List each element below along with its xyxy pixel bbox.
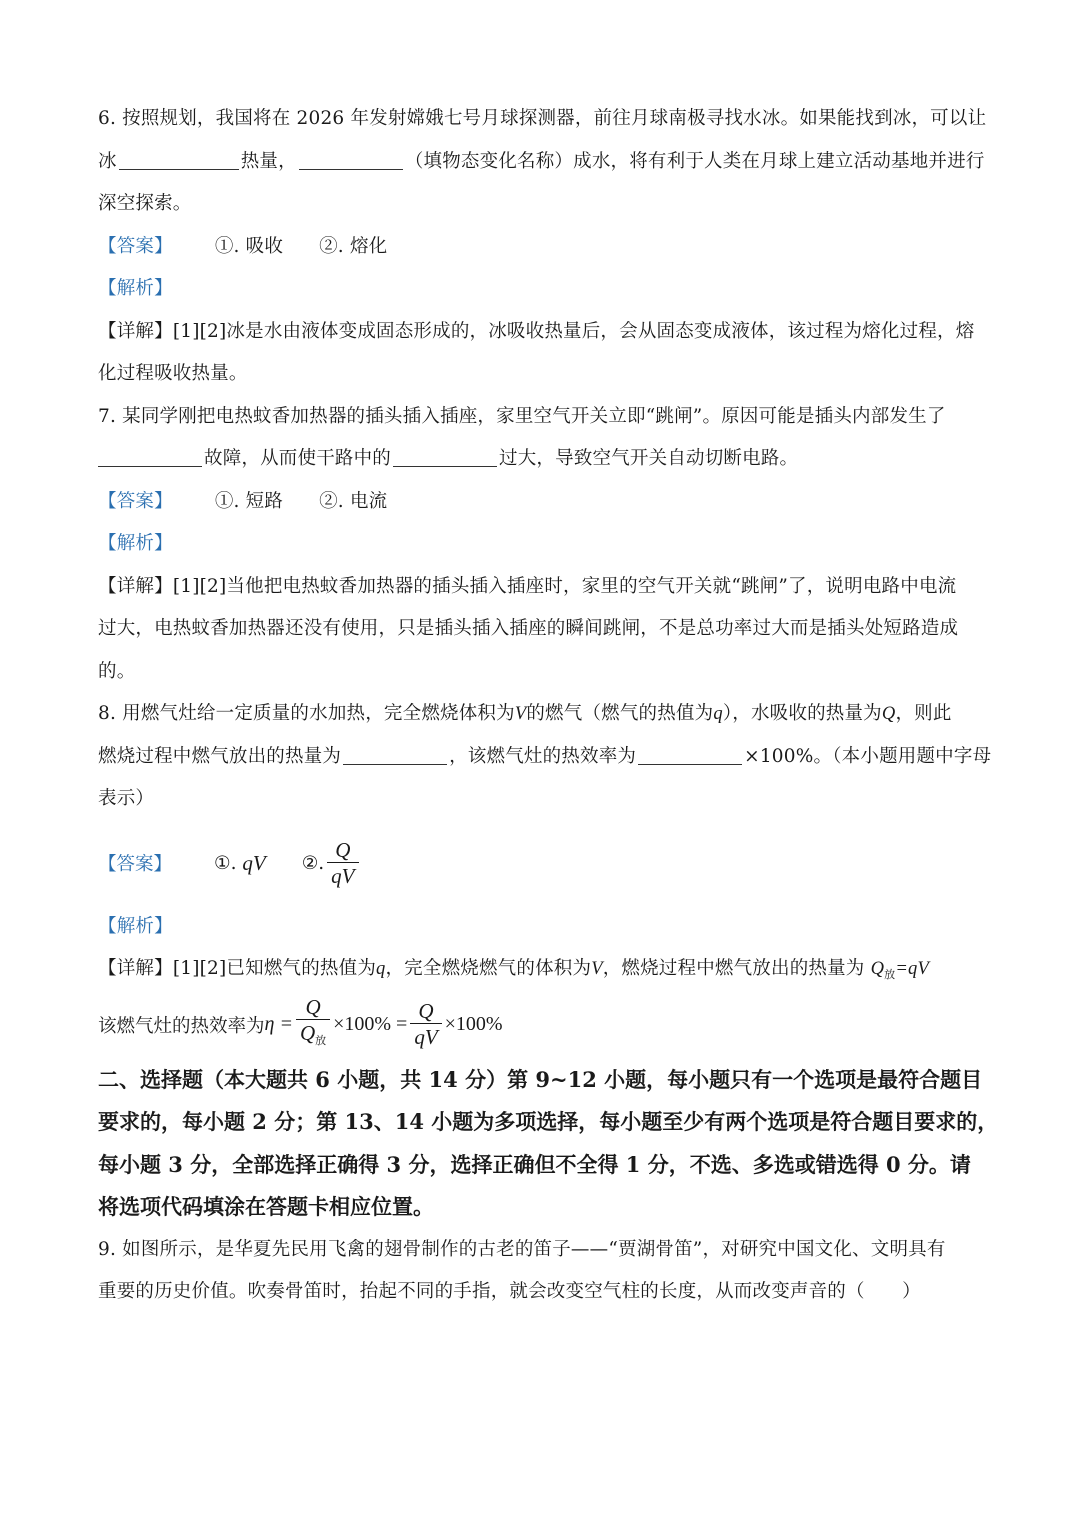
q8-detail-line1 bbox=[98, 948, 982, 991]
q6-detail-text: [1][2]冰是水由液体变成固态形成的，冰吸收热量后，会从固态变成液体，该过程为熔化过程，熔 bbox=[172, 320, 975, 342]
q8-answer-2-fraction bbox=[327, 838, 358, 889]
q8-text: 的燃气（燃气的热值为 bbox=[526, 703, 714, 724]
q7-detail-text: [1][2]当他把电热蚊香加热器的插头插入插座时，家里的空气开关就“跳闸”了，说明电路中电流 bbox=[172, 575, 957, 597]
q8-efficiency-label: 该燃气灶的热效率为 bbox=[98, 1015, 265, 1037]
q9-stem-line1: 9. 如图所示，是华夏先民用飞禽的翅骨制作的古老的笛子——“贾湖骨笛”，对研究中国文化、文明具有 bbox=[98, 1238, 946, 1260]
q8-answer-1-math: qV bbox=[242, 850, 266, 875]
q7-detail-line1 bbox=[98, 566, 982, 609]
answer-tag: 【答案】 bbox=[98, 235, 173, 257]
q8-detail-text: ，燃烧过程中燃气放出的热量为 bbox=[602, 958, 865, 979]
fraction-denominator: qV bbox=[414, 1025, 438, 1049]
q7-stem-line1: 7. 某同学刚把电热蚊香加热器的插头插入插座，家里空气开关立即“跳闸”。原因可能是插头内部发生了 bbox=[98, 405, 946, 427]
q6-stem-line3: 深空探索。 bbox=[98, 193, 192, 214]
q6-answer bbox=[98, 226, 982, 269]
q8-text: 燃烧过程中燃气放出的热量为 bbox=[98, 745, 342, 767]
section2-heading-line1: 二、选择题（本大题共 6 小题，共 14 分）第 9~12 小题，每小题只有一个选项是最符合题目 bbox=[98, 1066, 983, 1092]
q8-text: ×100%。（本小题用题中字母 bbox=[744, 745, 992, 767]
analysis-tag: 【解析】 bbox=[98, 533, 173, 554]
q7-answer-1: ①. 短路 bbox=[214, 490, 284, 512]
q8-detail-text: ，完全燃烧燃气的体积为 bbox=[385, 958, 592, 979]
q8-var-q: q bbox=[376, 959, 386, 979]
q6-text: （填物态变化名称）成水，将有利于人类在月球上建立活动基地并进行 bbox=[404, 150, 985, 172]
fraction-numerator: Q bbox=[418, 999, 434, 1023]
q9-stem-line2: 重要的历史价值。吹奏骨笛时，抬起不同的手指，就会改变空气柱的长度，从而改变声音的（ ） bbox=[98, 1281, 921, 1302]
q8-answer-2-label: ②. bbox=[301, 852, 325, 874]
q8-text: ，则此 bbox=[895, 703, 952, 724]
q6-answer-2: ②. 熔化 bbox=[319, 235, 388, 257]
answer-tag: 【答案】 bbox=[98, 854, 173, 875]
q7-stem-line2 bbox=[98, 438, 982, 481]
fraction-denominator bbox=[296, 1020, 330, 1054]
q6-text: 冰 bbox=[98, 150, 117, 172]
q6-detail-line2: 化过程吸收热量。 bbox=[98, 363, 248, 384]
detail-tag: 【详解】 bbox=[98, 320, 173, 342]
q8-var-Q: Q bbox=[881, 704, 896, 724]
answer-tag: 【答案】 bbox=[98, 490, 173, 512]
q6-stem-line2 bbox=[98, 141, 985, 184]
fraction-denominator-var: Q bbox=[299, 1021, 316, 1045]
q7-detail-line2: 过大，电热蚊香加热器还没有使用，只是插头插入插座的瞬间跳闸，不是总功率过大而是插头处短路造成 bbox=[98, 618, 959, 639]
q7-answer bbox=[98, 481, 982, 524]
q8-var-V: V bbox=[514, 704, 527, 724]
q8-var-q: q bbox=[713, 704, 723, 724]
q6-blank-1 bbox=[119, 151, 239, 170]
fraction-numerator: Q bbox=[335, 837, 351, 862]
q8-text: ），水吸收的热量为 bbox=[722, 703, 882, 724]
q8-text: 8. 用燃气灶给一定质量的水加热，完全燃烧体积为 bbox=[98, 703, 515, 724]
detail-tag: 【详解】 bbox=[98, 958, 173, 979]
q7-blank-2 bbox=[393, 448, 497, 467]
q8-answer-1-label: ①. bbox=[214, 852, 237, 874]
q8-detail-equation: =qV bbox=[895, 959, 930, 979]
section2-heading-line3: 每小题 3 分，全部选择正确得 3 分，选择正确但不全得 1 分，不选、多选或错选得 0 分。请 bbox=[98, 1151, 971, 1177]
q6-stem-line1: 6. 按照规划，我国将在 2026 年发射嫦娥七号月球探测器，前往月球南极寻找水冰。如果能找到冰，可以让 bbox=[98, 108, 987, 129]
q7-text: 故障，从而使干路中的 bbox=[204, 448, 392, 469]
q7-text: 过大，导致空气开关自动切断电路。 bbox=[499, 448, 799, 469]
fraction-numerator: Q bbox=[305, 995, 321, 1019]
q6-text: 热量， bbox=[240, 150, 297, 172]
detail-tag: 【详解】 bbox=[98, 575, 173, 597]
q6-detail-line1 bbox=[98, 311, 982, 354]
q8-eta: η = bbox=[264, 1013, 293, 1035]
document-page bbox=[98, 98, 999, 1314]
q8-efficiency-fraction-1 bbox=[296, 995, 330, 1054]
q8-answer bbox=[98, 821, 982, 906]
q8-stem-line2 bbox=[98, 736, 992, 779]
q8-detail-text: [1][2]已知燃气的热值为 bbox=[172, 958, 377, 979]
q8-efficiency-equation bbox=[98, 991, 982, 1059]
q8-blank-2 bbox=[638, 746, 742, 765]
section2-heading-line4: 将选项代码填涂在答题卡相应位置。 bbox=[98, 1194, 434, 1219]
q6-blank-2 bbox=[299, 151, 403, 170]
q6-answer-1: ①. 吸收 bbox=[214, 235, 284, 257]
fraction-denominator: qV bbox=[331, 863, 355, 888]
q8-efficiency-end: ×100% bbox=[444, 1013, 503, 1035]
q8-var-V: V bbox=[591, 959, 603, 979]
analysis-tag: 【解析】 bbox=[98, 915, 173, 937]
q8-var-Q: Q bbox=[870, 959, 885, 979]
q7-answer-2: ②. 电流 bbox=[319, 490, 388, 512]
q8-efficiency-fraction-2 bbox=[410, 999, 441, 1050]
q8-stem-line3: 表示） bbox=[98, 788, 155, 809]
section2-heading-line2: 要求的，每小题 2 分；第 13、14 小题为多项选择，每小题至少有两个选项是符合题目要求的， bbox=[98, 1109, 999, 1134]
q8-text: ，该燃气灶的热效率为 bbox=[449, 745, 637, 767]
analysis-tag: 【解析】 bbox=[98, 278, 173, 299]
q7-blank-1 bbox=[98, 448, 202, 467]
q8-subscript: 放 bbox=[315, 1035, 327, 1047]
q8-efficiency-mid: ×100% = bbox=[333, 1013, 408, 1035]
q8-stem-line1 bbox=[98, 693, 982, 736]
q7-detail-line3: 的。 bbox=[98, 660, 136, 682]
q8-subscript: 放 bbox=[884, 968, 896, 981]
q8-blank-1 bbox=[343, 746, 447, 765]
